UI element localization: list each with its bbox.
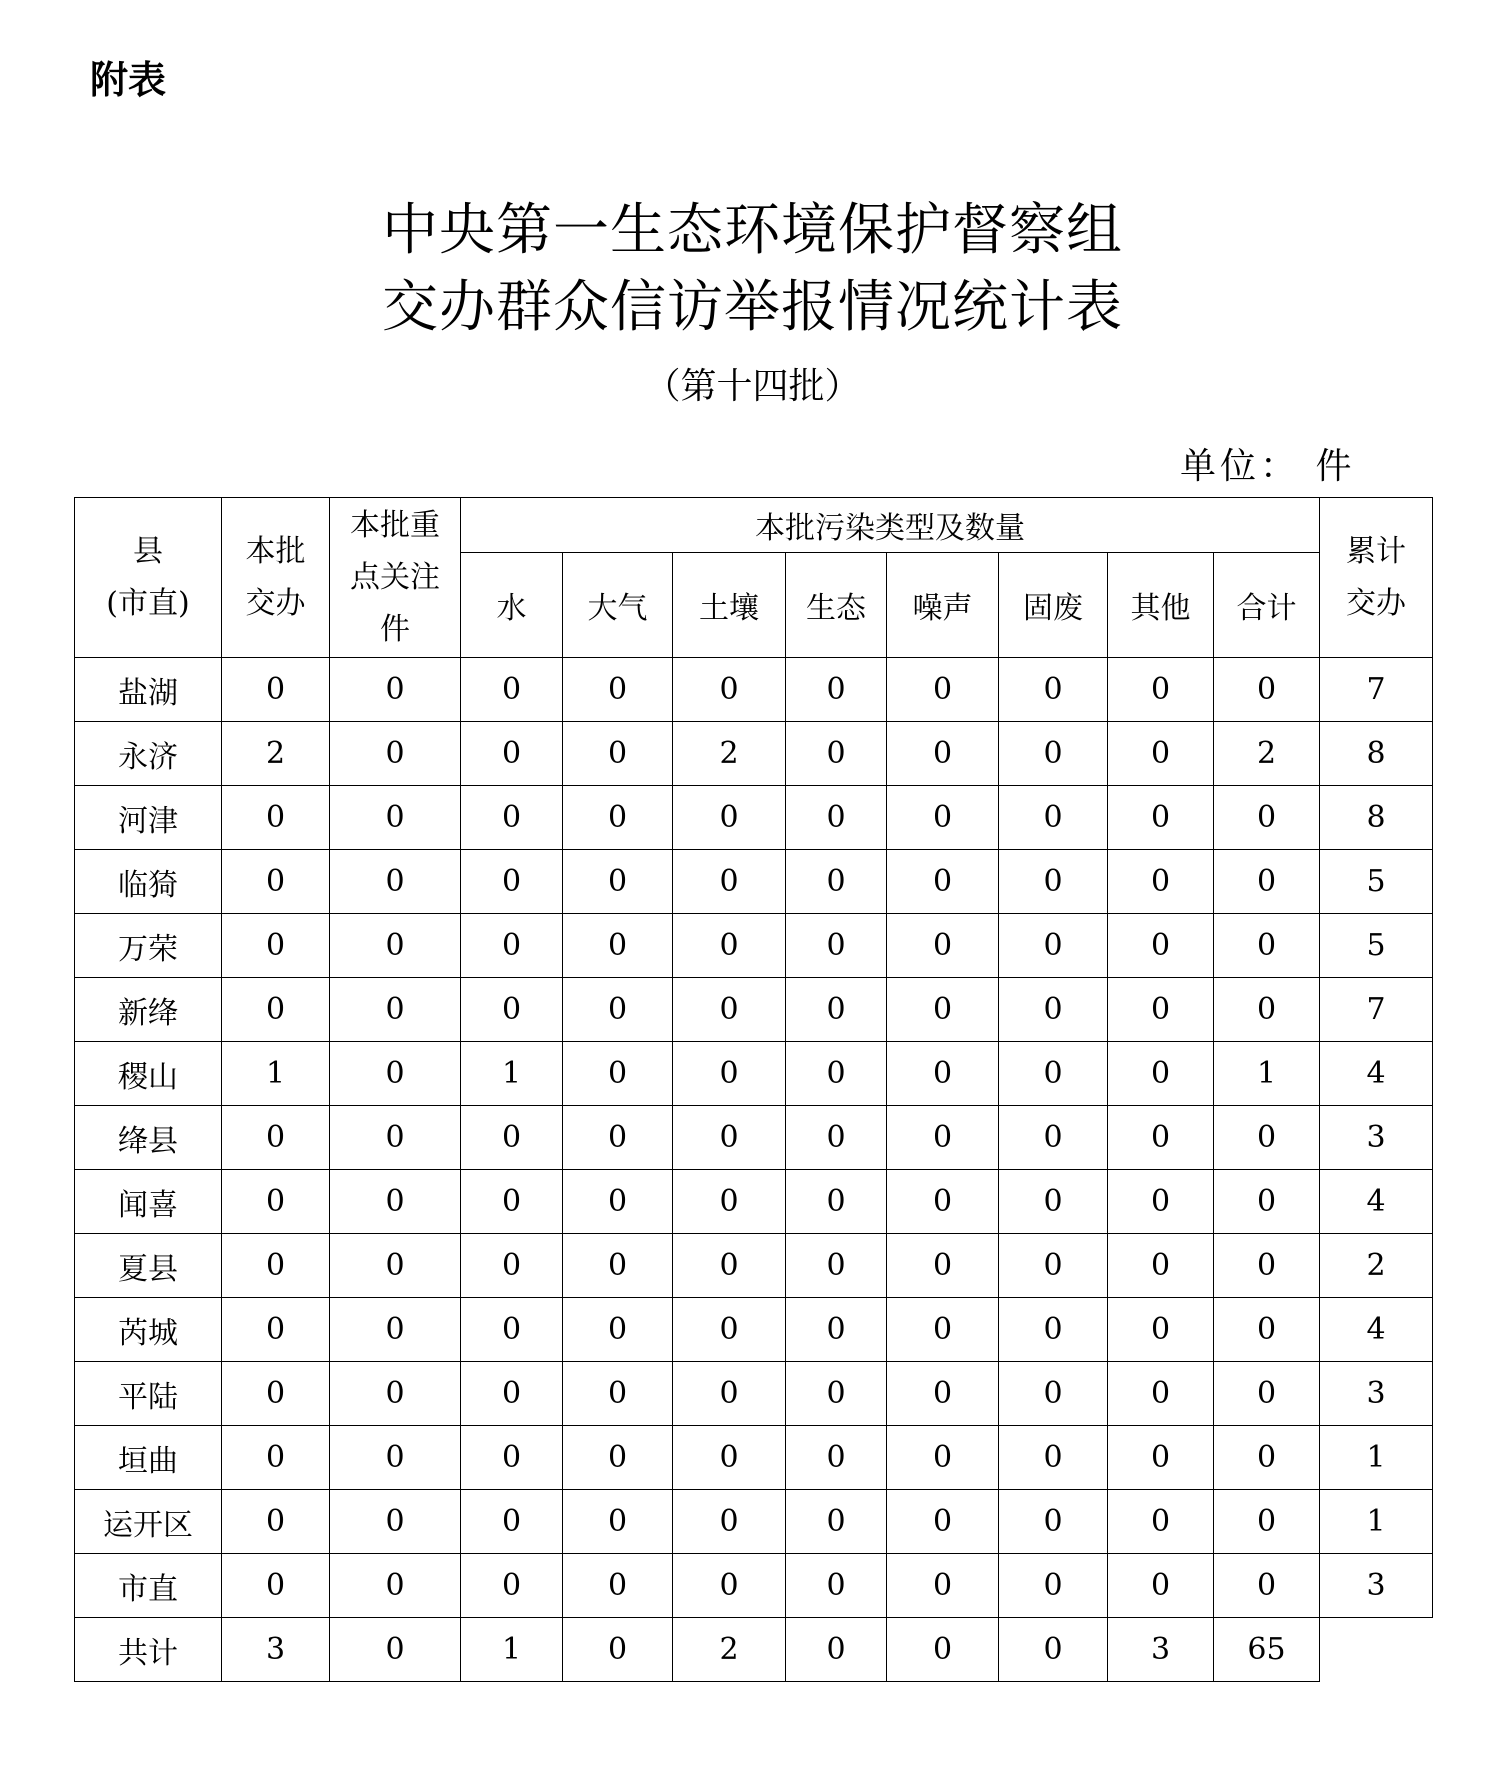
table-body [75, 658, 1433, 1682]
table-cell: 3 [1320, 1106, 1433, 1170]
table-cell: 0 [461, 1426, 563, 1490]
table-cell: 0 [887, 1490, 999, 1554]
header-type-soil: 土壤 [673, 553, 786, 658]
table-cell: 0 [563, 1234, 673, 1298]
table-cell: 3 [1320, 1554, 1433, 1618]
table-cell: 0 [786, 1490, 887, 1554]
table-cell: 0 [222, 1426, 330, 1490]
table-cell: 0 [461, 786, 563, 850]
row-county-name: 芮城 [75, 1298, 222, 1362]
row-county-name: 共计 [75, 1618, 222, 1682]
table-cell: 0 [1108, 658, 1214, 722]
table-cell: 0 [563, 1554, 673, 1618]
row-county-name: 稷山 [75, 1042, 222, 1106]
table-cell: 0 [999, 1618, 1108, 1682]
table-cell: 0 [563, 1298, 673, 1362]
table-cell: 5 [1320, 850, 1433, 914]
header-type-solid-waste: 固废 [999, 553, 1108, 658]
table-cell: 5 [1320, 914, 1433, 978]
header-type-water: 水 [461, 553, 563, 658]
table-cell: 0 [1108, 914, 1214, 978]
header-batch-assigned: 本批交办 [222, 498, 330, 658]
table-cell: 0 [1214, 1362, 1320, 1426]
table-cell: 0 [786, 1170, 887, 1234]
table-cell: 0 [222, 1106, 330, 1170]
table-cell: 0 [1108, 722, 1214, 786]
table-cell: 0 [999, 1490, 1108, 1554]
unit-label: 单位： 件 [1180, 446, 1356, 487]
table-row [75, 1490, 1433, 1554]
table-cell: 0 [999, 1170, 1108, 1234]
appendix-label: 附表 [90, 58, 167, 102]
table-cell: 0 [999, 1298, 1108, 1362]
table-row [75, 786, 1433, 850]
table-cell: 0 [887, 1362, 999, 1426]
row-county-name: 临猗 [75, 850, 222, 914]
table-cell: 3 [222, 1618, 330, 1682]
table-cell: 0 [222, 786, 330, 850]
table-cell: 0 [330, 1170, 461, 1234]
table-cell: 0 [1214, 1490, 1320, 1554]
table-cell: 0 [887, 722, 999, 786]
row-county-name: 市直 [75, 1554, 222, 1618]
table-row [75, 914, 1433, 978]
table-cell: 0 [999, 850, 1108, 914]
table-cell: 0 [1214, 978, 1320, 1042]
table-cell: 0 [461, 978, 563, 1042]
table-cell: 0 [786, 850, 887, 914]
table-cell: 0 [563, 722, 673, 786]
table-row [75, 850, 1433, 914]
table-cell: 0 [1214, 850, 1320, 914]
table-cell: 0 [330, 786, 461, 850]
table-cell: 0 [461, 722, 563, 786]
row-county-name: 运开区 [75, 1490, 222, 1554]
table-cell: 0 [222, 1234, 330, 1298]
table-row [75, 1426, 1433, 1490]
table-cell: 0 [461, 1298, 563, 1362]
header-key-focus: 本批重点关注件 [330, 498, 461, 658]
table-cell: 0 [1214, 914, 1320, 978]
table-cell: 0 [887, 978, 999, 1042]
table-row [75, 1234, 1433, 1298]
table-cell: 65 [1214, 1618, 1320, 1682]
row-county-name: 河津 [75, 786, 222, 850]
table-cell: 0 [461, 1234, 563, 1298]
table-row [75, 1106, 1433, 1170]
table-cell: 4 [1320, 1298, 1433, 1362]
table-row [75, 1298, 1433, 1362]
table-cell: 0 [1214, 786, 1320, 850]
table-cell: 0 [1214, 1170, 1320, 1234]
table-cell: 0 [786, 1554, 887, 1618]
document-title-line-2: 交办群众信访举报情况统计表 [382, 275, 1123, 340]
table-cell: 2 [673, 722, 786, 786]
table-cell: 1 [461, 1618, 563, 1682]
table-cell: 0 [563, 786, 673, 850]
table-cell: 0 [1108, 1298, 1214, 1362]
table-cell: 0 [563, 914, 673, 978]
table-cell: 1 [1214, 1042, 1320, 1106]
table-cell: 0 [786, 1234, 887, 1298]
table-cell: 0 [222, 658, 330, 722]
header-type-other: 其他 [1108, 553, 1214, 658]
row-county-name: 万荣 [75, 914, 222, 978]
table-cell: 1 [461, 1042, 563, 1106]
header-type-noise: 噪声 [887, 553, 999, 658]
table-cell: 0 [786, 1618, 887, 1682]
table-cell: 0 [461, 1554, 563, 1618]
table-cell: 0 [999, 1554, 1108, 1618]
table-cell: 0 [673, 1426, 786, 1490]
table-cell: 0 [887, 658, 999, 722]
table-cell: 0 [887, 850, 999, 914]
table-cell: 0 [999, 914, 1108, 978]
table-cell: 0 [1108, 1362, 1214, 1426]
table-cell: 0 [786, 1106, 887, 1170]
table-cell: 0 [563, 1490, 673, 1554]
table-cell: 2 [1320, 1234, 1433, 1298]
table-cell: 0 [673, 786, 786, 850]
table-cell: 0 [887, 1426, 999, 1490]
table-cell: 1 [1320, 1490, 1433, 1554]
row-county-name: 夏县 [75, 1234, 222, 1298]
table-cell: 2 [1214, 722, 1320, 786]
row-county-name: 垣曲 [75, 1426, 222, 1490]
table-cell: 0 [786, 1298, 887, 1362]
table-cell: 0 [999, 978, 1108, 1042]
table-cell: 0 [1108, 786, 1214, 850]
table-cell: 0 [330, 1618, 461, 1682]
table-cell: 0 [222, 1554, 330, 1618]
table-cell: 0 [563, 1362, 673, 1426]
table-cell: 0 [673, 978, 786, 1042]
table-cell: 0 [461, 850, 563, 914]
table-cell: 1 [222, 1042, 330, 1106]
table-cell: 0 [999, 1426, 1108, 1490]
header-type-air: 大气 [563, 553, 673, 658]
table-cell: 0 [222, 978, 330, 1042]
table-cell: 0 [887, 1234, 999, 1298]
table-cell: 1 [1320, 1426, 1433, 1490]
statistics-table [74, 497, 1433, 1682]
table-cell: 0 [1108, 1106, 1214, 1170]
table-cell: 0 [999, 722, 1108, 786]
table-cell: 8 [1320, 722, 1433, 786]
table-cell: 0 [330, 1426, 461, 1490]
table-cell: 4 [1320, 1042, 1433, 1106]
table-cell: 0 [1108, 1490, 1214, 1554]
row-county-name: 绛县 [75, 1106, 222, 1170]
table-cell: 0 [673, 1170, 786, 1234]
table-cell: 0 [222, 914, 330, 978]
table-cell: 0 [887, 1554, 999, 1618]
table-cell: 0 [330, 722, 461, 786]
table-cell: 0 [1214, 1426, 1320, 1490]
table-cell: 0 [786, 786, 887, 850]
table-cell: 0 [461, 1106, 563, 1170]
table-cell: 0 [673, 1106, 786, 1170]
table-cell: 0 [330, 658, 461, 722]
batch-label: （第十四批） [644, 366, 861, 407]
table-cell: 0 [563, 658, 673, 722]
table-cell: 0 [999, 1042, 1108, 1106]
table-cell: 0 [563, 1106, 673, 1170]
table-cell: 3 [1108, 1618, 1214, 1682]
table-cell: 0 [563, 978, 673, 1042]
table-cell: 0 [887, 786, 999, 850]
table-cell: 0 [999, 1362, 1108, 1426]
table-row [75, 1618, 1433, 1682]
row-county-name: 新绛 [75, 978, 222, 1042]
table-cell: 0 [673, 850, 786, 914]
table-cell: 0 [563, 1618, 673, 1682]
row-county-name: 盐湖 [75, 658, 222, 722]
row-county-name: 平陆 [75, 1362, 222, 1426]
table-cell: 0 [786, 658, 887, 722]
table-cell: 0 [330, 1490, 461, 1554]
table-cell: 0 [222, 1362, 330, 1426]
table-cell: 0 [222, 1490, 330, 1554]
table-cell: 0 [222, 1170, 330, 1234]
header-cumulative: 累计交办 [1320, 498, 1433, 658]
table-cell: 0 [330, 914, 461, 978]
table-cell: 8 [1320, 786, 1433, 850]
table-cell: 0 [673, 914, 786, 978]
table-cell: 0 [999, 1234, 1108, 1298]
table-cell: 7 [1320, 978, 1433, 1042]
table-cell: 0 [461, 1362, 563, 1426]
header-county: 县 (市直) [75, 498, 222, 658]
table-row [75, 1362, 1433, 1426]
row-county-name: 闻喜 [75, 1170, 222, 1234]
table-cell: 0 [330, 850, 461, 914]
table-cell: 0 [887, 1106, 999, 1170]
table-cell: 0 [786, 978, 887, 1042]
table-cell: 0 [1214, 1106, 1320, 1170]
table-row [75, 1170, 1433, 1234]
table-cell: 2 [673, 1618, 786, 1682]
table-cell: 0 [1108, 978, 1214, 1042]
table-cell: 0 [673, 1490, 786, 1554]
table-row [75, 1042, 1433, 1106]
table-cell: 0 [786, 1426, 887, 1490]
table-cell: 0 [563, 850, 673, 914]
table-row [75, 1554, 1433, 1618]
table-cell: 0 [999, 658, 1108, 722]
table-cell: 4 [1320, 1170, 1433, 1234]
header-type-ecology: 生态 [786, 553, 887, 658]
header-type-total: 合计 [1214, 553, 1320, 658]
table-cell: 0 [330, 1554, 461, 1618]
table-cell: 0 [330, 1106, 461, 1170]
table-cell: 0 [786, 1042, 887, 1106]
table-cell: 0 [1214, 1298, 1320, 1362]
table-cell: 0 [887, 1618, 999, 1682]
table-cell: 0 [461, 1490, 563, 1554]
table-cell: 0 [887, 1042, 999, 1106]
table-cell: 0 [1108, 1234, 1214, 1298]
table-cell: 0 [1214, 1554, 1320, 1618]
table-cell: 0 [1108, 1554, 1214, 1618]
table-cell: 0 [1214, 1234, 1320, 1298]
table-cell: 0 [786, 914, 887, 978]
table-cell: 0 [1214, 658, 1320, 722]
table-cell: 2 [222, 722, 330, 786]
table-cell: 0 [222, 850, 330, 914]
table-cell: 0 [887, 914, 999, 978]
table-cell: 3 [1320, 1362, 1433, 1426]
table-cell: 0 [673, 1298, 786, 1362]
header-pollution-group: 本批污染类型及数量 [461, 498, 1320, 553]
table-row [75, 978, 1433, 1042]
table-cell: 0 [1108, 1042, 1214, 1106]
table-row [75, 722, 1433, 786]
table-cell: 0 [786, 1362, 887, 1426]
table-cell: 0 [1108, 1170, 1214, 1234]
table-cell: 0 [673, 1554, 786, 1618]
table-cell: 0 [673, 658, 786, 722]
table-cell: 0 [330, 978, 461, 1042]
table-cell: 0 [461, 914, 563, 978]
table-cell: 0 [461, 658, 563, 722]
table-cell: 0 [563, 1042, 673, 1106]
table-cell: 7 [1320, 658, 1433, 722]
table-cell: 0 [330, 1042, 461, 1106]
document-title-line-1: 中央第一生态环境保护督察组 [382, 198, 1123, 263]
table-cell: 0 [563, 1426, 673, 1490]
table-cell: 0 [1108, 1426, 1214, 1490]
table-cell: 0 [673, 1042, 786, 1106]
table-cell: 0 [1108, 850, 1214, 914]
table-cell: 0 [330, 1362, 461, 1426]
table-cell: 0 [330, 1298, 461, 1362]
table-cell: 0 [999, 1106, 1108, 1170]
row-county-name: 永济 [75, 722, 222, 786]
table-cell: 0 [222, 1298, 330, 1362]
table-cell: 0 [673, 1362, 786, 1426]
table-cell: 0 [887, 1170, 999, 1234]
table-cell: 0 [887, 1298, 999, 1362]
table-cell: 0 [330, 1234, 461, 1298]
table-cell: 0 [999, 786, 1108, 850]
table-cell: 0 [563, 1170, 673, 1234]
table-row [75, 658, 1433, 722]
table-cell: 0 [786, 722, 887, 786]
table-cell: 0 [461, 1170, 563, 1234]
table-cell: 0 [673, 1234, 786, 1298]
